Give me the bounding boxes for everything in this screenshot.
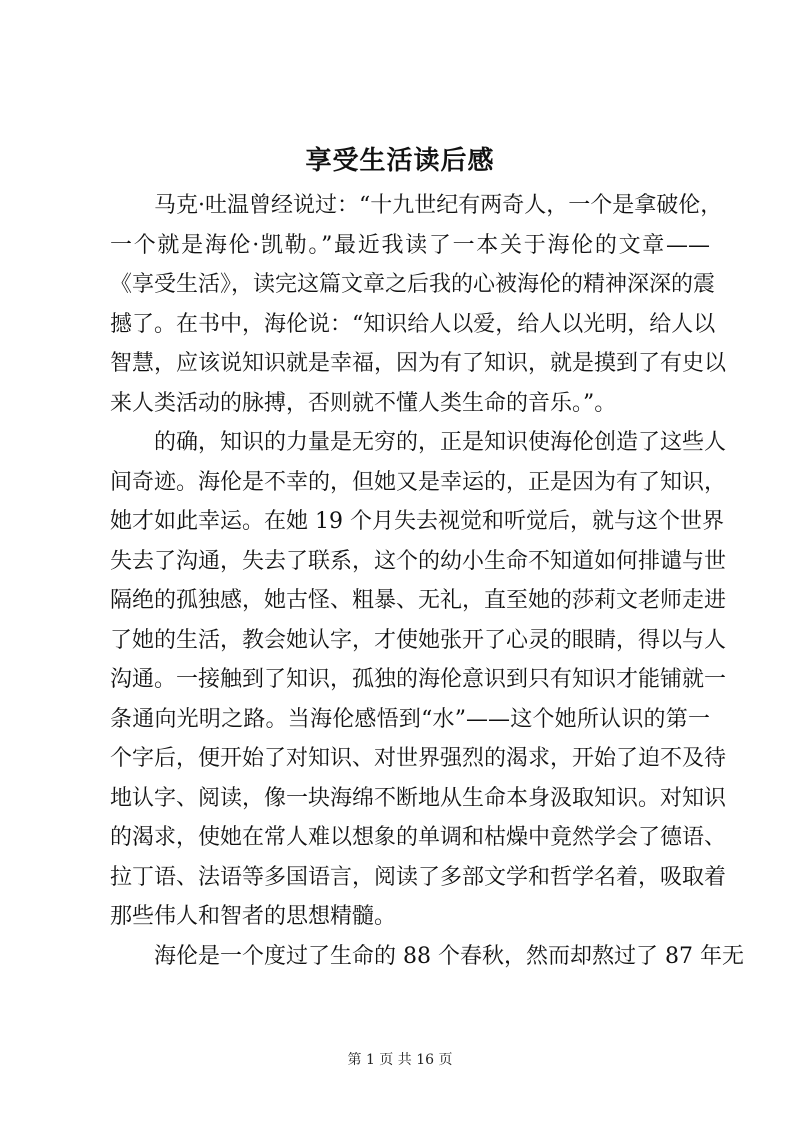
text-line: 那些伟人和智者的思想精髓。 — [110, 904, 397, 929]
document-title: 享受生活读后感 — [305, 146, 495, 176]
paragraph — [110, 937, 744, 977]
text-line: 隔绝的孤独感，她古怪、粗暴、无礼，直至她的莎莉文老师走进 — [110, 588, 727, 613]
text-line: 一个就是海伦·凯勒。”最近我读了一本关于海伦的文章—— — [110, 232, 710, 258]
text-line: 条通向光明之路。当海伦感悟到“水”——这个她所认识的第一 — [110, 706, 710, 732]
text-line: 马克·吐温曾经说过：“十九世纪有两奇人，一个是拿破伦， — [154, 193, 723, 218]
text-line: 拉丁语、法语等多国语言，阅读了多部文学和哲学名着，吸取着 — [110, 864, 727, 890]
document-body — [110, 186, 744, 976]
text-line: 海伦是一个度过了生命的 88 个春秋，然而却熬过了 87 年无 — [154, 943, 744, 969]
page-footer: 第 1 页 共 16 页 — [347, 1052, 453, 1068]
text-line: 撼了。在书中，海伦说：“知识给人以爱，给人以光明，给人以 — [110, 311, 716, 337]
text-line: 她才如此幸运。在她 19 个月失去视觉和听觉后，就与这个世界 — [110, 509, 724, 534]
text-line: 个字后，便开始了对知识、对世界强烈的渴求，开始了迫不及待 — [110, 746, 727, 771]
text-line: 的确，知识的力量是无穷的，正是知识使海伦创造了这些人 — [154, 430, 727, 455]
paragraph — [110, 186, 727, 423]
text-line: 来人类活动的脉搏，否则就不懂人类生命的音乐。”。 — [110, 390, 617, 416]
text-line: 了她的生活，教会她认字，才使她张开了心灵的眼睛，得以与人 — [110, 627, 727, 653]
text-line: 《享受生活》，读完这篇文章之后我的心被海伦的精神深深的震 — [110, 272, 716, 297]
text-line: 间奇迹。海伦是不幸的，但她又是幸运的，正是因为有了知识， — [110, 469, 727, 495]
text-line: 的渴求，使她在常人难以想象的单调和枯燥中竟然学会了德语、 — [110, 825, 727, 850]
text-line: 地认字、阅读，像一块海绵不断地从生命本身汲取知识。对知识 — [110, 785, 727, 811]
text-line: 沟通。一接触到了知识，孤独的海伦意识到只有知识才能铺就一 — [110, 667, 727, 692]
text-line: 失去了沟通，失去了联系，这个的幼小生命不知道如何排谴与世 — [110, 548, 727, 574]
paragraph — [110, 423, 727, 937]
text-line: 智慧，应该说知识就是幸福，因为有了知识，就是摸到了有史以 — [110, 351, 727, 376]
